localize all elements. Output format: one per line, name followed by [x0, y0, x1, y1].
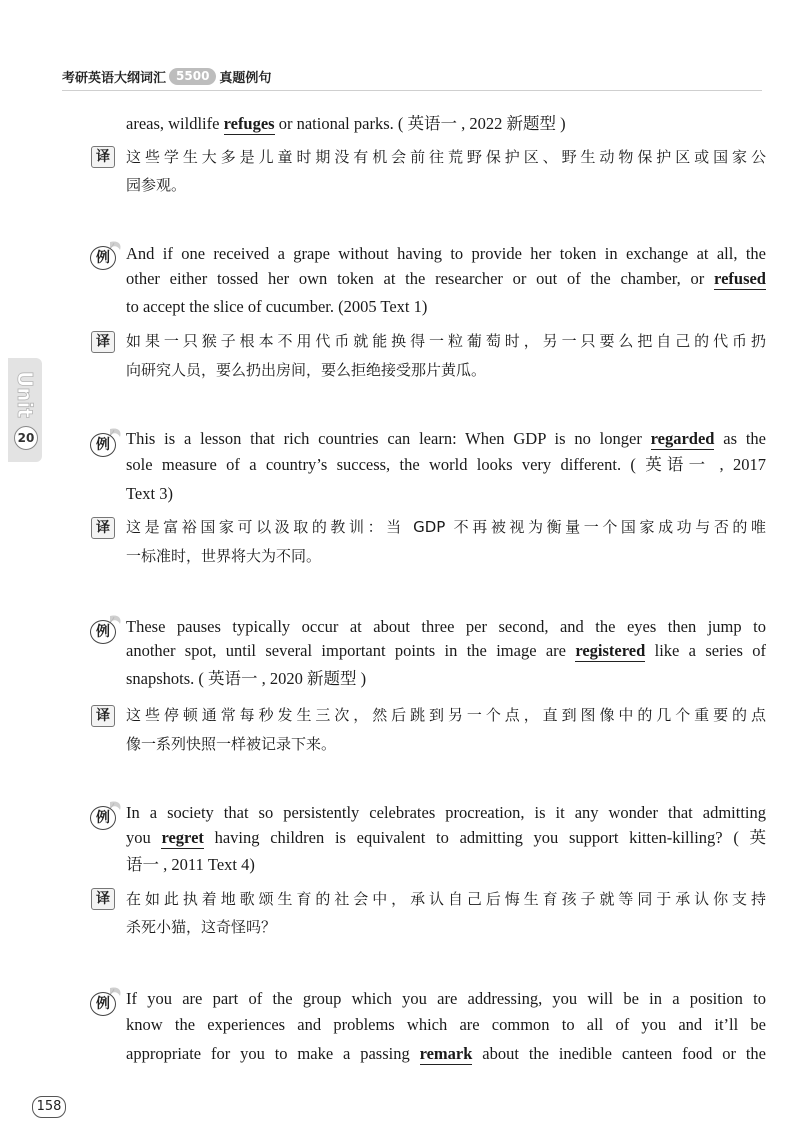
- example-sentence-line: [126, 616, 766, 638]
- page-number: 158: [32, 1096, 66, 1118]
- translation-marker-icon: 译: [91, 888, 115, 910]
- translation-line: 如果一只猴子根本不用代币就能换得一粒葡萄时，另一只要么把自己的代币扔: [126, 332, 766, 350]
- sentence-text: you: [126, 828, 162, 847]
- sentence-text: as the: [714, 429, 766, 448]
- example-sentence-line: [126, 988, 766, 1010]
- example-sentence-line: [126, 113, 766, 135]
- translation-marker-icon: 译: [91, 517, 115, 539]
- translation-line: 这些停顿通常每秒发生三次，然后跳到另一个点，直到图像中的几个重要的点: [126, 706, 766, 724]
- sentence-text: And if one received a grape without having to provide her token in exchange at all, the: [126, 244, 766, 263]
- example-marker-icon: [88, 240, 116, 266]
- sentence-text: like a series of: [645, 641, 766, 660]
- sentence-text: areas, wildlife: [126, 114, 224, 133]
- unit-side-tab: [8, 358, 42, 462]
- example-sentence-line: [126, 640, 766, 662]
- translation-line: 杀死小猫，这奇怪吗？: [126, 918, 277, 936]
- sentence-text: This is a lesson that rich countries can learn: When GDP is no longer: [126, 429, 651, 448]
- keyword-highlight: regarded: [650, 429, 715, 448]
- example-sentence-line: [126, 1043, 766, 1065]
- example-sentence-line: [126, 827, 766, 849]
- example-marker-icon: [88, 800, 116, 826]
- sentence-text: These pauses typically occur at about three per second, and the eyes then jump to: [126, 617, 766, 636]
- sentence-text: In a society that so persistently celebrates procreation, is it any wonder that admitting: [126, 803, 766, 822]
- sentence-text: snapshots. ( 英语一 , 2020 新题型 ): [126, 669, 367, 688]
- example-sentence-line: [126, 483, 766, 505]
- example-marker-label: 例: [90, 433, 116, 457]
- example-sentence-line: [126, 243, 766, 265]
- sentence-text: 语一 , 2011 Text 4): [126, 855, 255, 874]
- unit-label: Unit: [13, 370, 37, 418]
- translation-marker-icon: 译: [91, 146, 115, 168]
- unit-number: 20: [14, 426, 38, 450]
- header-title-suffix: 真题例句: [219, 70, 272, 86]
- translation-marker-icon: 译: [91, 331, 115, 353]
- keyword-highlight: refused: [714, 269, 766, 288]
- example-marker-icon: [88, 986, 116, 1012]
- example-sentence-line: [126, 854, 766, 876]
- example-sentence-line: [126, 1014, 766, 1036]
- keyword-highlight: refuges: [223, 114, 275, 133]
- keyword-highlight: remark: [419, 1044, 473, 1063]
- translation-line: 这些学生大多是儿童时期没有机会前往荒野保护区、野生动物保护区或国家公: [126, 148, 766, 166]
- running-header: [62, 64, 271, 88]
- example-sentence-line: [126, 268, 766, 290]
- example-marker-label: 例: [90, 246, 116, 270]
- translation-line: 像一系列快照一样被记录下来。: [126, 735, 337, 753]
- example-marker-label: 例: [90, 806, 116, 830]
- translation-line: 在如此执着地歌颂生育的社会中，承认自己后悔生育孩子就等同于承认你支持: [126, 890, 766, 908]
- keyword-highlight: registered: [575, 641, 646, 660]
- example-marker-icon: [88, 614, 116, 640]
- translation-line: 这是富裕国家可以汲取的教训：当 GDP 不再被视为衡量一个国家成功与否的唯: [126, 518, 766, 536]
- sentence-text: or national parks. ( 英语一 , 2022 新题型 ): [274, 114, 566, 133]
- sentence-text: Text 3): [126, 484, 173, 503]
- header-title-prefix: 考研英语大纲词汇: [62, 70, 167, 86]
- sentence-text: about the inedible canteen food or the: [472, 1044, 766, 1063]
- translation-marker-icon: 译: [91, 705, 115, 727]
- example-sentence-line: [126, 428, 766, 450]
- example-marker-label: 例: [90, 992, 116, 1016]
- sentence-text: appropriate for you to make a passing: [126, 1044, 420, 1063]
- sentence-text: If you are part of the group which you are addressing, you will be in a position to: [126, 989, 766, 1008]
- translation-line: 向研究人员，要么扔出房间，要么拒绝接受那片黄瓜。: [126, 361, 487, 379]
- sentence-text: other either tossed her own token at the researcher or out of the chamber, or: [126, 269, 715, 288]
- translation-line: 一标准时，世界将大为不同。: [126, 547, 322, 565]
- header-badge: 5500: [169, 68, 216, 85]
- example-sentence-line: [126, 454, 766, 476]
- sentence-text: another spot, until several important points in the image are: [126, 641, 576, 660]
- example-marker-label: 例: [90, 620, 116, 644]
- header-rule: [62, 90, 762, 91]
- example-sentence-line: [126, 802, 766, 824]
- sentence-text: know the experiences and problems which are common to all of you and it’ll be: [126, 1015, 766, 1034]
- translation-line: 园参观。: [126, 176, 187, 194]
- example-marker-icon: [88, 427, 116, 453]
- keyword-highlight: regret: [161, 828, 204, 847]
- sentence-text: sole measure of a country’s success, the world looks very different. ( 英语一 , 2017: [126, 455, 766, 474]
- page-number-badge: [28, 1090, 68, 1118]
- sentence-text: to accept the slice of cucumber. (2005 Text 1): [126, 297, 428, 316]
- example-sentence-line: [126, 296, 766, 318]
- sentence-text: having children is equivalent to admitting you support kitten-killing? ( 英: [203, 828, 766, 847]
- example-sentence-line: [126, 668, 766, 690]
